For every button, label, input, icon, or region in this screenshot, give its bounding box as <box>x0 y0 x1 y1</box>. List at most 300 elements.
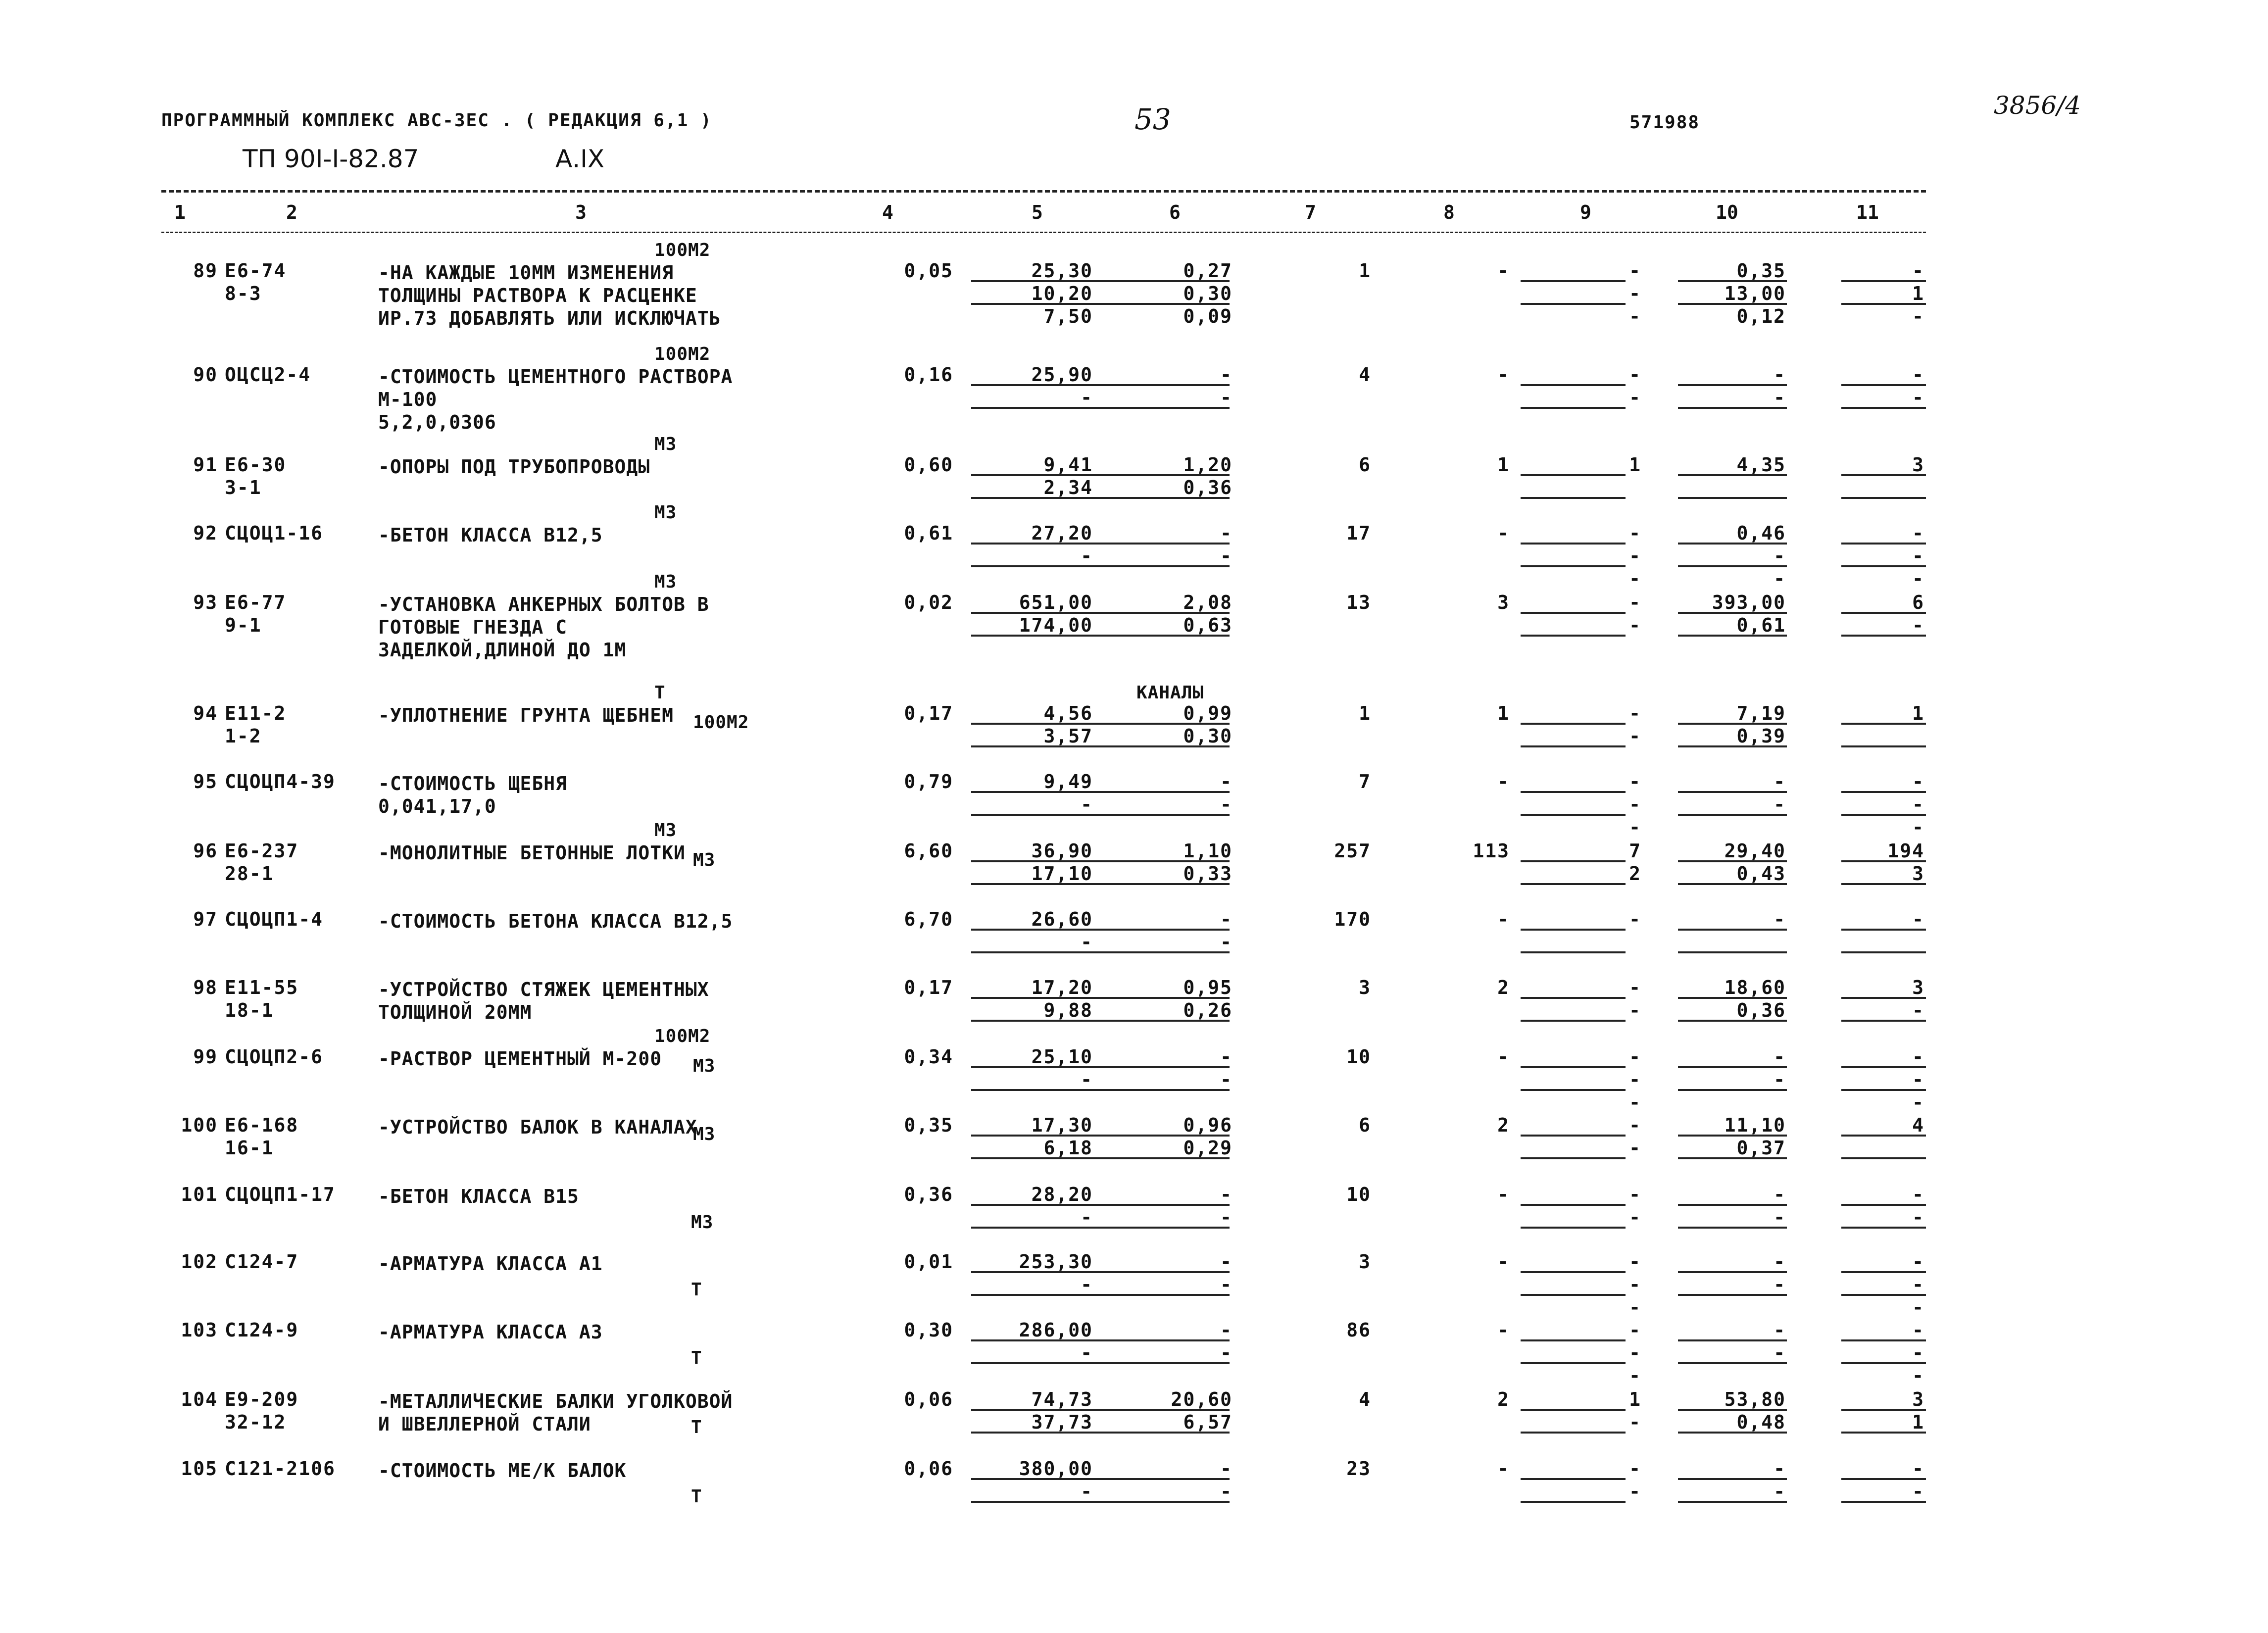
unit-label: М3 <box>693 1124 716 1144</box>
col9-value: - <box>1629 568 1641 590</box>
cell-underline <box>1169 1501 1230 1503</box>
col6-value: - <box>1220 1481 1233 1502</box>
col-header-6: 6 <box>1169 201 1181 223</box>
cell-underline <box>1169 612 1230 614</box>
cell-underline <box>1169 1294 1230 1296</box>
col10-value: - <box>1774 771 1786 792</box>
estimate-code: Е11-2 <box>225 702 287 724</box>
col5-value: 6,18 <box>1043 1137 1093 1159</box>
header-bottom-rule <box>161 232 1926 233</box>
col7-value: 4 <box>1359 364 1371 386</box>
col8-value: - <box>1497 1458 1510 1480</box>
col10-value: 4,35 <box>1736 454 1786 476</box>
col6-value: - <box>1220 1458 1233 1480</box>
col10-value: - <box>1774 545 1786 567</box>
unit-label: М3 <box>693 1056 716 1076</box>
col8-value: - <box>1497 1251 1510 1273</box>
cell-underline <box>1841 543 1926 544</box>
col9-value: - <box>1629 725 1641 747</box>
col-header-4: 4 <box>882 201 893 223</box>
col9-value: - <box>1629 1458 1641 1480</box>
work-description: 5,2,0,0306 <box>378 411 496 433</box>
col5-value: 36,90 <box>1031 840 1093 862</box>
row-number: 97 <box>193 908 218 930</box>
col5-value: 253,30 <box>1019 1251 1093 1273</box>
cell-underline <box>1521 1294 1626 1296</box>
work-description: М-100 <box>378 389 438 410</box>
cell-underline <box>1678 1135 1787 1137</box>
col-header-7: 7 <box>1305 201 1316 223</box>
col11-value: - <box>1912 1046 1924 1068</box>
work-description: -УСТРОЙСТВО СТЯЖЕК ЦЕМЕНТНЫХ <box>378 979 709 1000</box>
col11-value: - <box>1912 1458 1924 1480</box>
cell-underline <box>1521 791 1626 793</box>
col5-value: 651,00 <box>1019 592 1093 613</box>
estimate-code: СЦОЦП4-39 <box>225 771 336 792</box>
row-number: 91 <box>193 454 218 476</box>
program-header: ПРОГРАММНЫЙ КОМПЛЕКС АВС-3ЕС . ( РЕДАКЦИЯ 6,1 ) <box>161 110 712 131</box>
estimate-code: 28-1 <box>225 863 274 885</box>
row-number: 100 <box>181 1114 218 1136</box>
col11-value: 1 <box>1912 702 1924 724</box>
col9-value: - <box>1629 908 1641 930</box>
col9-value: - <box>1629 260 1641 282</box>
col9-value: 1 <box>1629 454 1641 476</box>
cell-underline <box>1841 1271 1926 1273</box>
cell-underline <box>1678 723 1787 725</box>
col9-value: - <box>1629 1114 1641 1136</box>
col10-value: - <box>1774 1319 1786 1341</box>
col4-value: 0,79 <box>904 771 953 792</box>
cell-underline <box>1678 860 1787 862</box>
cell-underline <box>1678 883 1787 885</box>
col6-value: - <box>1220 522 1233 544</box>
col5-value: 27,20 <box>1031 522 1093 544</box>
col9-value: - <box>1629 1296 1641 1318</box>
cell-underline <box>1678 1227 1787 1229</box>
work-description: -СТОИМОСТЬ ЦЕМЕНТНОГО РАСТВОРА <box>378 366 733 388</box>
work-description: -АРМАТУРА КЛАССА А1 <box>378 1253 603 1275</box>
col5-value: - <box>1081 931 1093 953</box>
cell-underline <box>1169 1135 1230 1137</box>
col10-value: - <box>1774 908 1786 930</box>
col6-value: - <box>1220 771 1233 792</box>
col9-value: - <box>1629 702 1641 724</box>
cell-underline <box>1521 635 1626 637</box>
col5-value: 9,49 <box>1043 771 1093 792</box>
work-description: ЗАДЕЛКОЙ,ДЛИНОЙ ДО 1М <box>378 639 627 661</box>
col5-value: 37,73 <box>1031 1411 1093 1433</box>
col11-value: - <box>1912 1069 1924 1090</box>
work-description: -УПЛОТНЕНИЕ ГРУНТА ЩЕБНЕМ <box>378 704 674 726</box>
cell-underline <box>1521 1157 1626 1159</box>
unit-label: М3 <box>654 572 677 592</box>
col10-value: 0,39 <box>1736 725 1786 747</box>
col-header-10: 10 <box>1716 201 1738 223</box>
col7-value: 3 <box>1359 977 1371 998</box>
col9-value: - <box>1629 1251 1641 1273</box>
cell-underline <box>1841 1204 1926 1206</box>
col10-value: - <box>1774 1342 1786 1364</box>
cell-underline <box>1841 384 1926 386</box>
col9-value: - <box>1629 1411 1641 1433</box>
col5-value: 26,60 <box>1031 908 1093 930</box>
doc-code: 571988 <box>1629 112 1700 133</box>
cell-underline <box>1169 474 1230 476</box>
col5-value: 3,57 <box>1043 725 1093 747</box>
estimate-code: 18-1 <box>225 999 274 1021</box>
work-description: -УСТРОЙСТВО БАЛОК В КАНАЛАХ <box>378 1116 697 1138</box>
work-description: -СТОИМОСТЬ МЕ/К БАЛОК <box>378 1460 627 1482</box>
col11-value: 3 <box>1912 977 1924 998</box>
cell-underline <box>1521 1339 1626 1341</box>
estimate-code: Е6-168 <box>225 1114 299 1136</box>
col5-value: 9,41 <box>1043 454 1093 476</box>
col6-value: 20,60 <box>1171 1388 1233 1410</box>
cell-underline <box>1521 543 1626 544</box>
col5-value: - <box>1081 1342 1093 1364</box>
estimate-code: 3-1 <box>225 477 262 498</box>
unit-label: 100М2 <box>654 344 711 364</box>
col11-value: 6 <box>1912 592 1924 613</box>
row-number: 95 <box>193 771 218 792</box>
col11-value: - <box>1912 1251 1924 1273</box>
cell-underline <box>1169 1204 1230 1206</box>
col8-value: - <box>1497 1046 1510 1068</box>
cell-underline <box>1678 791 1787 793</box>
row-number: 98 <box>193 977 218 998</box>
col10-value: 18,60 <box>1724 977 1786 998</box>
cell-underline <box>1521 612 1626 614</box>
col5-value: 2,34 <box>1043 477 1093 498</box>
estimate-code: С124-9 <box>225 1319 299 1341</box>
estimate-code: С124-7 <box>225 1251 299 1273</box>
estimate-code: 9-1 <box>225 614 262 636</box>
cell-underline <box>1678 280 1787 282</box>
row-number: 93 <box>193 592 218 613</box>
col6-value: 0,99 <box>1183 702 1233 724</box>
col9-value: - <box>1629 1091 1641 1113</box>
cell-underline <box>1678 1362 1787 1364</box>
col10-value: 393,00 <box>1712 592 1786 613</box>
cell-underline <box>1841 745 1926 747</box>
cell-underline <box>1678 1478 1787 1480</box>
unit-label: Т <box>691 1348 702 1368</box>
col11-value: - <box>1912 522 1924 544</box>
unit-label: М3 <box>654 502 677 523</box>
col7-value: 10 <box>1346 1046 1371 1068</box>
row-number: 94 <box>193 702 218 724</box>
col9-value: 7 <box>1629 840 1641 862</box>
cell-underline <box>1169 303 1230 305</box>
estimate-code: СЦОЦП1-17 <box>225 1184 336 1205</box>
col6-value: - <box>1220 908 1233 930</box>
col11-value: - <box>1912 545 1924 567</box>
cell-underline <box>1521 997 1626 999</box>
col11-value: - <box>1912 614 1924 636</box>
work-description: -БЕТОН КЛАССА В12,5 <box>378 524 603 546</box>
col5-value: - <box>1081 387 1093 408</box>
col7-value: 4 <box>1359 1388 1371 1410</box>
col5-value: 10,20 <box>1031 283 1093 304</box>
cell-underline <box>1678 612 1787 614</box>
col11-value: - <box>1912 568 1924 590</box>
col8-value: - <box>1497 908 1510 930</box>
col4-value: 6,60 <box>904 840 953 862</box>
cell-underline <box>1841 1432 1926 1434</box>
cell-underline <box>1678 497 1787 499</box>
cell-underline <box>1521 1204 1626 1206</box>
col5-value: - <box>1081 545 1093 567</box>
col9-value: - <box>1629 999 1641 1021</box>
col8-value: 1 <box>1497 702 1510 724</box>
col11-value: - <box>1912 364 1924 386</box>
cell-underline <box>1678 1294 1787 1296</box>
cell-underline <box>1841 814 1926 816</box>
col4-value: 0,01 <box>904 1251 953 1273</box>
col6-value: 0,63 <box>1183 614 1233 636</box>
cell-underline <box>1678 1271 1787 1273</box>
col10-value: - <box>1774 1206 1786 1228</box>
col11-value: - <box>1912 1296 1924 1318</box>
col4-value: 0,60 <box>904 454 953 476</box>
estimate-code: СЦОЦП2-6 <box>225 1046 324 1068</box>
col6-value: 0,96 <box>1183 1114 1233 1136</box>
col5-value: 28,20 <box>1031 1184 1093 1205</box>
cell-underline <box>1169 1271 1230 1273</box>
col7-value: 6 <box>1359 1114 1371 1136</box>
cell-underline <box>1841 565 1926 567</box>
col10-value: - <box>1774 1481 1786 1502</box>
col6-value: 1,20 <box>1183 454 1233 476</box>
col7-value: 23 <box>1346 1458 1371 1480</box>
work-description: -УСТАНОВКА АНКЕРНЫХ БОЛТОВ В <box>378 594 709 615</box>
col11-value: - <box>1912 999 1924 1021</box>
col10-value: - <box>1774 568 1786 590</box>
estimate-code: 32-12 <box>225 1411 287 1433</box>
work-description: ТОЛЩИНОЙ 20ММ <box>378 1001 532 1023</box>
cell-underline <box>1678 1089 1787 1091</box>
col9-value: - <box>1629 793 1641 815</box>
col8-value: 2 <box>1497 1114 1510 1136</box>
col5-value: - <box>1081 1206 1093 1228</box>
col11-value: 194 <box>1887 840 1924 862</box>
col7-value: 7 <box>1359 771 1371 792</box>
col-header-1: 1 <box>174 201 186 223</box>
col4-value: 0,17 <box>904 702 953 724</box>
col9-value: - <box>1629 1365 1641 1386</box>
col8-value: - <box>1497 522 1510 544</box>
cell-underline <box>1521 1020 1626 1022</box>
cell-underline <box>1521 1089 1626 1091</box>
col9-value: - <box>1629 1342 1641 1364</box>
row-number: 92 <box>193 522 218 544</box>
cell-underline <box>1521 929 1626 931</box>
cell-underline <box>1521 1271 1626 1273</box>
row-number: 99 <box>193 1046 218 1068</box>
col5-value: 25,90 <box>1031 364 1093 386</box>
col11-value: - <box>1912 1365 1924 1386</box>
cell-underline <box>1841 1501 1926 1503</box>
work-description: -МОНОЛИТНЫЕ БЕТОННЫЕ ЛОТКИ <box>378 842 686 864</box>
cell-underline <box>1841 997 1926 999</box>
cell-underline <box>1678 951 1787 953</box>
cell-underline <box>1521 951 1626 953</box>
col7-value: 170 <box>1334 908 1371 930</box>
row-number: 90 <box>193 364 218 386</box>
estimate-code: СЦОЦП1-4 <box>225 908 324 930</box>
cell-underline <box>1169 860 1230 862</box>
col6-value: 0,95 <box>1183 977 1233 998</box>
work-description: 0,041,17,0 <box>378 795 496 817</box>
cell-underline <box>1169 1089 1230 1091</box>
cell-underline <box>1678 1432 1787 1434</box>
cell-underline <box>1169 635 1230 637</box>
col8-value: 2 <box>1497 1388 1510 1410</box>
row-number: 96 <box>193 840 218 862</box>
cell-underline <box>1678 635 1787 637</box>
col10-value: - <box>1774 387 1786 408</box>
estimate-code: СЦОЦ1-16 <box>225 522 324 544</box>
row-number: 102 <box>181 1251 218 1273</box>
cell-underline <box>1841 1020 1926 1022</box>
unit-label: М3 <box>691 1212 714 1233</box>
col8-value: 3 <box>1497 592 1510 613</box>
estimate-code: Е6-30 <box>225 454 287 476</box>
cell-underline <box>1841 280 1926 282</box>
cell-underline <box>1521 303 1626 305</box>
col9-value: - <box>1629 1481 1641 1502</box>
col8-value: - <box>1497 364 1510 386</box>
col9-value: - <box>1629 387 1641 408</box>
unit-label: Т <box>654 683 666 703</box>
cell-underline <box>1841 1409 1926 1411</box>
col6-value: 2,08 <box>1183 592 1233 613</box>
cell-underline <box>1521 1135 1626 1137</box>
work-description: ГОТОВЫЕ ГНЕЗДА С <box>378 616 568 638</box>
col4-value: 0,30 <box>904 1319 953 1341</box>
cell-underline <box>1169 929 1230 931</box>
cell-underline <box>1521 1478 1626 1480</box>
cell-underline <box>1678 543 1787 544</box>
unit-label: М3 <box>693 850 716 870</box>
estimate-code: Е6-74 <box>225 260 287 282</box>
col9-value: - <box>1629 1184 1641 1205</box>
col10-value: 29,40 <box>1724 840 1786 862</box>
cell-underline <box>1841 860 1926 862</box>
col11-value: - <box>1912 908 1924 930</box>
col6-value: 0,09 <box>1183 305 1233 327</box>
col-header-8: 8 <box>1443 201 1455 223</box>
cell-underline <box>1169 791 1230 793</box>
col10-value: - <box>1774 1046 1786 1068</box>
col6-value: - <box>1220 387 1233 408</box>
col4-value: 0,35 <box>904 1114 953 1136</box>
col5-value: 286,00 <box>1019 1319 1093 1341</box>
col6-value: 0,27 <box>1183 260 1233 282</box>
col4-value: 0,16 <box>904 364 953 386</box>
col8-value: 2 <box>1497 977 1510 998</box>
col6-value: - <box>1220 1342 1233 1364</box>
col10-value: 13,00 <box>1724 283 1786 304</box>
cell-underline <box>1841 474 1926 476</box>
estimate-code: ОЦСЦ2-4 <box>225 364 311 386</box>
col11-value: - <box>1912 1091 1924 1113</box>
col9-value: - <box>1629 545 1641 567</box>
col8-value: - <box>1497 1319 1510 1341</box>
cell-underline <box>1169 1478 1230 1480</box>
col6-value: 0,29 <box>1183 1137 1233 1159</box>
col-header-2: 2 <box>286 201 297 223</box>
work-description: -СТОИМОСТЬ ЩЕБНЯ <box>378 773 568 794</box>
col11-value: - <box>1912 1206 1924 1228</box>
unit-label: Т <box>691 1280 702 1300</box>
cell-underline <box>1521 565 1626 567</box>
cell-underline <box>1521 1227 1626 1229</box>
col11-value: 1 <box>1912 1411 1924 1433</box>
cell-underline <box>1521 497 1626 499</box>
col11-value: - <box>1912 816 1924 838</box>
row-number: 104 <box>181 1388 218 1410</box>
cell-underline <box>1169 1362 1230 1364</box>
cell-underline <box>1841 929 1926 931</box>
cell-underline <box>1169 745 1230 747</box>
col6-value: - <box>1220 793 1233 815</box>
col9-value: - <box>1629 283 1641 304</box>
unit-label: М3 <box>654 820 677 841</box>
work-description: И ШВЕЛЛЕРНОЙ СТАЛИ <box>378 1413 591 1435</box>
page-number: 53 <box>1134 102 1171 136</box>
cell-underline <box>1678 1066 1787 1068</box>
col10-value: - <box>1774 364 1786 386</box>
cell-underline <box>1841 1135 1926 1137</box>
cell-underline <box>1678 814 1787 816</box>
col4-value: 0,05 <box>904 260 953 282</box>
cell-underline <box>1841 1066 1926 1068</box>
col11-value: - <box>1912 771 1924 792</box>
col8-value: - <box>1497 1184 1510 1205</box>
col9-value: - <box>1629 771 1641 792</box>
cell-underline <box>1169 1020 1230 1022</box>
cell-underline <box>1521 814 1626 816</box>
col5-value: 4,56 <box>1043 702 1093 724</box>
col9-value: - <box>1629 1046 1641 1068</box>
col10-value: 11,10 <box>1724 1114 1786 1136</box>
cell-underline <box>1841 951 1926 953</box>
estimate-code: 1-2 <box>225 725 262 747</box>
col-header-11: 11 <box>1856 201 1879 223</box>
col-header-5: 5 <box>1032 201 1043 223</box>
col5-value: 17,20 <box>1031 977 1093 998</box>
col7-value: 3 <box>1359 1251 1371 1273</box>
work-description: -СТОИМОСТЬ БЕТОНА КЛАССА В12,5 <box>378 910 733 932</box>
cell-underline <box>1841 1294 1926 1296</box>
col8-value: 113 <box>1473 840 1510 862</box>
cell-underline <box>1169 883 1230 885</box>
col9-value: - <box>1629 816 1641 838</box>
sheet-number: А.IX <box>555 145 605 173</box>
col5-value: 17,30 <box>1031 1114 1093 1136</box>
cell-underline <box>1169 814 1230 816</box>
col11-value: 1 <box>1912 283 1924 304</box>
cell-underline <box>1678 565 1787 567</box>
cell-underline <box>1521 1432 1626 1434</box>
unit-label: 100М2 <box>693 712 749 733</box>
col6-value: - <box>1220 1206 1233 1228</box>
col7-value: 1 <box>1359 260 1371 282</box>
col8-value: - <box>1497 771 1510 792</box>
cell-underline <box>1169 997 1230 999</box>
